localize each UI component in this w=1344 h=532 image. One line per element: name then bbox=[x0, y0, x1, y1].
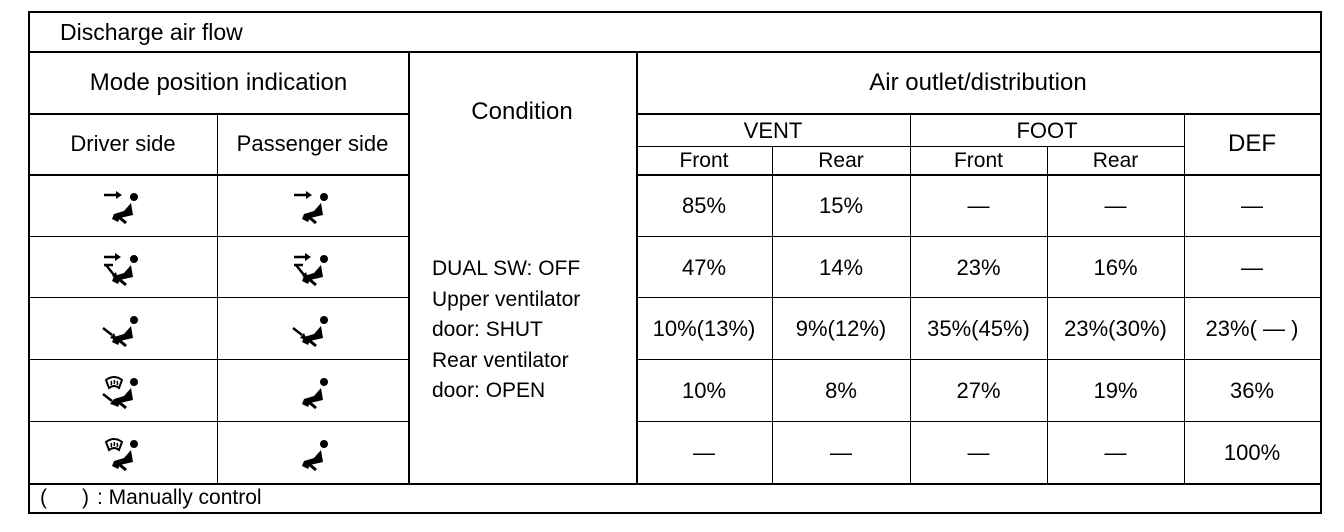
table-cell: 85% bbox=[681, 193, 727, 218]
foot-mode-icon bbox=[290, 310, 334, 355]
foot-defrost-mode-icon bbox=[100, 372, 144, 417]
table-cell: 36% bbox=[1229, 378, 1275, 403]
grid-line bbox=[28, 421, 408, 422]
condition-line: door: SHUT bbox=[432, 318, 543, 341]
def-header: DEF bbox=[1228, 130, 1276, 157]
footnote bbox=[40, 485, 540, 511]
table-cell: 19% bbox=[1093, 378, 1138, 403]
grid-line bbox=[28, 512, 1322, 514]
table-cell: — bbox=[1104, 193, 1127, 218]
table-cell: — bbox=[1104, 440, 1127, 465]
grid-line bbox=[1184, 113, 1185, 483]
condition-line: Upper ventilator bbox=[432, 287, 581, 311]
table-cell: 15% bbox=[818, 193, 864, 218]
grid-line bbox=[772, 146, 773, 483]
table-cell: 10%(13%) bbox=[652, 316, 756, 341]
table-title: Discharge air flow bbox=[60, 18, 243, 45]
grid-line bbox=[636, 359, 1322, 360]
table-cell: 35%(45%) bbox=[927, 316, 1030, 341]
grid-line bbox=[217, 113, 218, 483]
grid-line bbox=[28, 174, 408, 176]
grid-line bbox=[636, 236, 1322, 237]
footnote-text: : Manually control bbox=[97, 486, 262, 509]
table-cell: — bbox=[830, 440, 852, 465]
bi-level-mode-icon bbox=[100, 249, 144, 294]
table-cell: 23%(30%) bbox=[1064, 316, 1167, 341]
foot-front-header: Front bbox=[953, 148, 1003, 172]
vent-mode-icon bbox=[100, 187, 144, 232]
foot-mode-icon bbox=[100, 310, 144, 355]
bi-level-mode-icon bbox=[290, 249, 334, 294]
defrost-mode-icon bbox=[100, 434, 144, 479]
grid-line bbox=[636, 51, 638, 483]
grid-line bbox=[408, 51, 410, 483]
table-cell: 23%( — ) bbox=[1205, 316, 1299, 341]
vent-header: VENT bbox=[743, 117, 803, 143]
table-cell: — bbox=[1241, 193, 1263, 218]
table-cell: 8% bbox=[825, 378, 857, 403]
table-cell: — bbox=[967, 193, 990, 218]
vent-front-header: Front bbox=[679, 148, 729, 172]
table-cell: — bbox=[1241, 255, 1263, 280]
table-cell: 10% bbox=[681, 378, 727, 403]
driver-side-header: Driver side bbox=[70, 131, 176, 156]
table-cell: 47% bbox=[681, 255, 727, 280]
table-cell: 16% bbox=[1093, 255, 1138, 280]
seated-person-icon bbox=[290, 372, 334, 417]
grid-line bbox=[636, 113, 1322, 115]
grid-line bbox=[1320, 11, 1322, 514]
vent-mode-icon bbox=[290, 187, 334, 232]
table-cell: — bbox=[693, 440, 715, 465]
grid-line bbox=[636, 421, 1322, 422]
table-cell: 100% bbox=[1223, 440, 1281, 465]
grid-line bbox=[28, 11, 30, 514]
mode-position-header: Mode position indication bbox=[89, 69, 348, 96]
table-cell: 9%(12%) bbox=[795, 316, 887, 341]
grid-line bbox=[28, 297, 408, 298]
grid-line bbox=[28, 236, 408, 237]
condition-line: DUAL SW: OFF bbox=[432, 257, 581, 280]
grid-line bbox=[636, 174, 1322, 176]
footnote-paren: ( ) bbox=[40, 486, 89, 509]
condition-line: door: OPEN bbox=[432, 379, 546, 402]
grid-line bbox=[28, 359, 408, 360]
foot-header: FOOT bbox=[1016, 117, 1078, 143]
table-cell: 23% bbox=[956, 255, 1001, 280]
table-cell: 14% bbox=[818, 255, 864, 280]
grid-line bbox=[28, 113, 408, 115]
condition-header: Condition bbox=[471, 97, 573, 125]
grid-line bbox=[28, 483, 1322, 485]
air-outlet-header: Air outlet/distribution bbox=[869, 69, 1087, 96]
grid-line bbox=[28, 51, 1322, 53]
grid-line bbox=[636, 297, 1322, 298]
grid-line bbox=[28, 11, 1322, 13]
passenger-side-header: Passenger side bbox=[236, 131, 389, 156]
grid-line bbox=[1047, 146, 1048, 483]
foot-rear-header: Rear bbox=[1092, 148, 1139, 172]
vent-rear-header: Rear bbox=[818, 148, 864, 172]
condition-text bbox=[432, 254, 632, 407]
table-cell: — bbox=[967, 440, 990, 465]
seated-person-icon bbox=[290, 434, 334, 479]
table-cell: 27% bbox=[956, 378, 1001, 403]
condition-line: Rear ventilator bbox=[432, 348, 569, 372]
grid-line bbox=[910, 113, 911, 483]
